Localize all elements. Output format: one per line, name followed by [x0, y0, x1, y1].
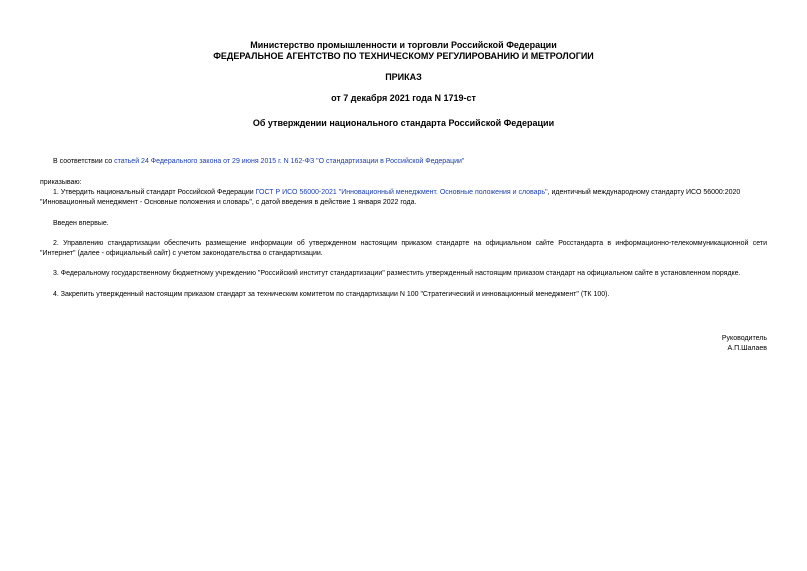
item-1-prefix: 1. Утвердить национальный стандарт Российской Федерации: [53, 189, 256, 196]
signature-position: Руководитель: [721, 335, 767, 342]
basis-paragraph: [53, 157, 464, 167]
gost-standard-link[interactable]: ГОСТ Р ИСО 56000-2021 "Инновационный менеджмент. Основные положения и словарь": [255, 189, 548, 196]
order-date-number: от 7 декабря 2021 года N 1719-ст: [331, 93, 476, 103]
order-title: Об утверждении национального стандарта Российской Федерации: [252, 118, 555, 128]
item-1-suffix: , идентичный международному стандарту ИСО 56000:2020: [547, 189, 741, 196]
item-1-line-1: [53, 188, 740, 198]
basis-prefix: В соответствии со: [53, 158, 115, 165]
order-heading: ПРИКАЗ: [385, 72, 422, 82]
item-1-line-2: "Инновационный менеджмент - Основные положения и словарь", с датой введения в действие 1 января 2022 года.: [40, 199, 417, 206]
item-2-line-1: 2. Управлению стандартизации обеспечить размещение информации об утвержденном настоящим приказом стандарте на официальном сайте Росстандарта в информационно-телекоммуникационной сети: [53, 240, 767, 247]
agency-name: ФЕДЕРАЛЬНОЕ АГЕНТСТВО ПО ТЕХНИЧЕСКОМУ РЕГУЛИРОВАНИЮ И МЕТРОЛОГИИ: [213, 51, 594, 61]
item-2-line-2: "Интернет" (далее - официальный сайт) с учетом законодательства о стандартизации.: [40, 250, 323, 257]
signature-name: А.П.Шалаев: [727, 345, 767, 352]
introduced-first-note: Введен впервые.: [53, 220, 109, 227]
ministry-name: Министерство промышленности и торговли Российской Федерации: [250, 40, 557, 50]
order-verb: приказываю:: [40, 179, 82, 186]
federal-law-link[interactable]: статьей 24 Федерального закона от 29 июня 2015 г. N 162-ФЗ "О стандартизации в Российской Федерации": [114, 158, 465, 165]
item-3: 3. Федеральному государственному бюджетному учреждению "Российский институт стандартизации" разместить утвержденный настоящим приказом стандарт на официальном сайте в установленном порядке.: [53, 270, 741, 277]
item-4: 4. Закрепить утвержденный настоящим приказом стандарт за техническим комитетом по стандартизации N 100 "Стратегический и инновационный менеджмент" (ТК 100).: [53, 291, 610, 298]
